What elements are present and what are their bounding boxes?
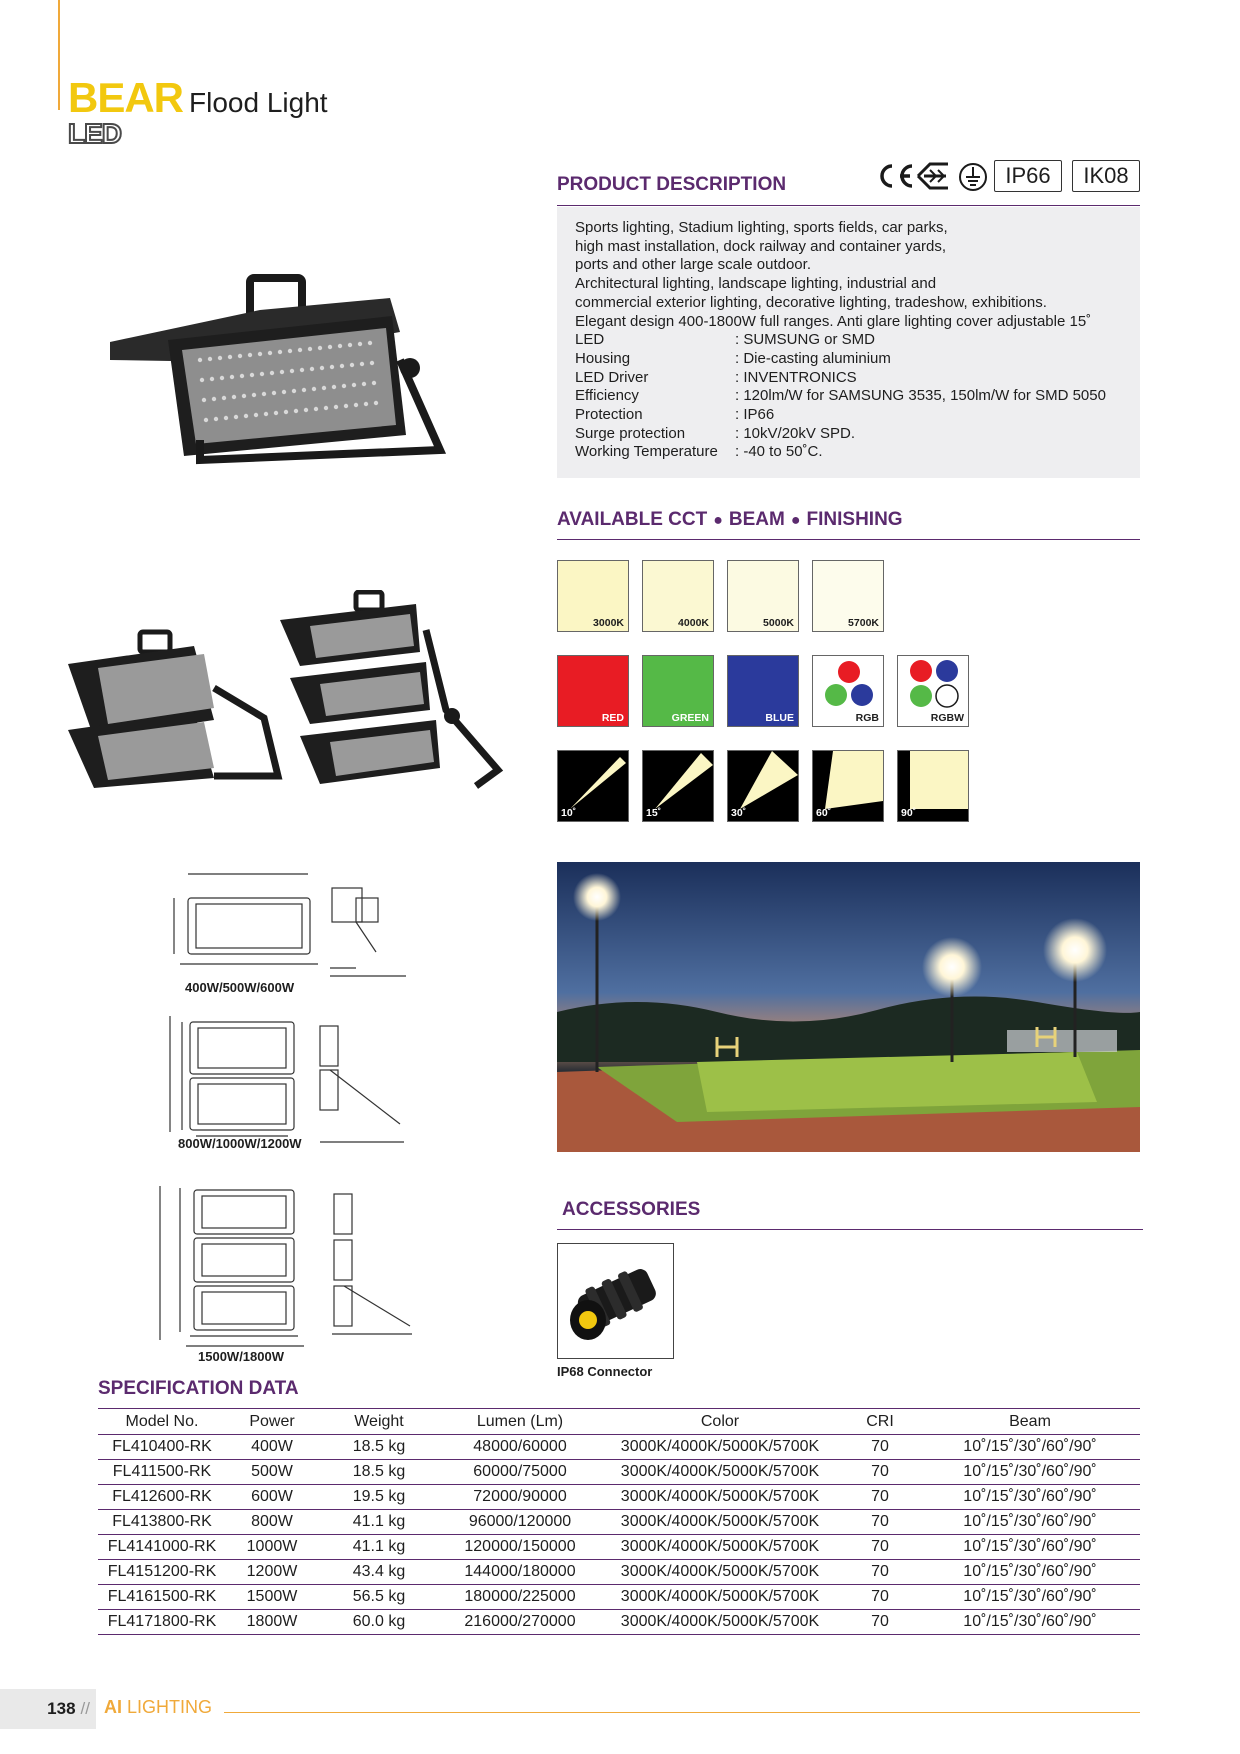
cell-beam: 10˚/15˚/30˚/60˚/90˚ [920, 1435, 1140, 1460]
cell-cri: 70 [840, 1510, 920, 1535]
spec-value: : INVENTRONICS [735, 368, 857, 386]
column-header: Weight [318, 1409, 440, 1435]
ip68-connector-image [558, 1244, 673, 1358]
floodlight-hero-image [100, 270, 460, 470]
color-swatch-rgb [812, 655, 884, 727]
column-header: Color [600, 1409, 840, 1435]
page-number [0, 1689, 96, 1729]
description-line: Elegant design 400-1800W full ranges. Anti glare lighting cover adjustable 15˚ [575, 312, 1092, 330]
ik-rating-badge: IK08 [1072, 160, 1140, 192]
column-header: Beam [920, 1409, 1140, 1435]
swatch-label: BLUE [765, 712, 794, 724]
cell-model: FL4141000-RK [98, 1535, 226, 1560]
floodlight-double-image [64, 628, 284, 788]
swatch-label: RGB [855, 712, 879, 724]
header-accent-line [58, 0, 60, 110]
product-name: Flood Light [189, 87, 328, 118]
cell-lumen: 216000/270000 [440, 1610, 600, 1635]
accessories-rule [557, 1229, 1143, 1230]
cell-weight: 41.1 kg [318, 1510, 440, 1535]
cell-color: 3000K/4000K/5000K/5700K [600, 1485, 840, 1510]
description-line: commercial exterior lighting, decorative lighting, tradeshow, exhibitions. [575, 293, 1047, 311]
led-badge: LED [68, 118, 121, 149]
cell-lumen: 72000/90000 [440, 1485, 600, 1510]
footer-brand-lighting: LIGHTING [127, 1697, 213, 1717]
spec-key: Housing [575, 349, 631, 367]
dimension-drawing-1 [160, 868, 440, 986]
cell-model: FL410400-RK [98, 1435, 226, 1460]
rgbw-dots-icon [904, 658, 964, 710]
cell-cri: 70 [840, 1485, 920, 1510]
color-swatch-red [557, 655, 629, 727]
description-line: Sports lighting, Stadium lighting, sports fields, car parks, [575, 219, 948, 236]
cell-beam: 10˚/15˚/30˚/60˚/90˚ [920, 1560, 1140, 1585]
table-row [98, 1485, 1140, 1510]
cell-weight: 41.1 kg [318, 1535, 440, 1560]
spec-key: LED Driver [575, 368, 649, 386]
options-title-cct: AVAILABLE CCT [557, 509, 708, 530]
cell-lumen: 180000/225000 [440, 1585, 600, 1610]
cell-model: FL411500-RK [98, 1460, 226, 1485]
cell-lumen: 60000/75000 [440, 1460, 600, 1485]
cell-color: 3000K/4000K/5000K/5700K [600, 1435, 840, 1460]
ce-mark-icon [874, 162, 916, 190]
cell-beam: 10˚/15˚/30˚/60˚/90˚ [920, 1485, 1140, 1510]
cell-color: 3000K/4000K/5000K/5700K [600, 1535, 840, 1560]
options-title-finishing: FINISHING [806, 509, 903, 530]
spec-value: : 10kV/20kV SPD. [735, 424, 856, 442]
cell-model: FL4151200-RK [98, 1560, 226, 1585]
dim-label-1500-1800: 1500W/1800W [198, 1349, 284, 1364]
dimension-drawing-2 [160, 1006, 420, 1146]
dim-label-400-600: 400W/500W/600W [185, 980, 295, 995]
cell-weight: 18.5 kg [318, 1435, 440, 1460]
footer-brand-ai: AI [104, 1697, 122, 1717]
cell-beam: 10˚/15˚/30˚/60˚/90˚ [920, 1610, 1140, 1635]
spec-row-housing [575, 350, 1122, 369]
swatch-label: 5700K [848, 617, 879, 629]
page-number-separator: // [80, 1699, 90, 1718]
cell-lumen: 96000/120000 [440, 1510, 600, 1535]
color-swatch-blue [727, 655, 799, 727]
column-header: Model No. [98, 1409, 226, 1435]
spec-key: Protection [575, 406, 643, 424]
brand-name: BEAR [68, 74, 184, 121]
swatch-label: 3000K [593, 617, 624, 629]
cell-beam: 10˚/15˚/30˚/60˚/90˚ [920, 1510, 1140, 1535]
cell-lumen: 144000/180000 [440, 1560, 600, 1585]
cell-color: 3000K/4000K/5000K/5700K [600, 1460, 840, 1485]
swatch-label: GREEN [671, 712, 709, 724]
spec-row-surge [575, 425, 1122, 444]
spec-row-led [575, 331, 1122, 350]
beam-label: 60˚ [816, 807, 832, 819]
specification-title: SPECIFICATION DATA [98, 1378, 299, 1399]
product-description-box [557, 207, 1140, 478]
cell-model: FL4171800-RK [98, 1610, 226, 1635]
cct-swatch-5700k [812, 560, 884, 632]
spec-row-temperature [575, 443, 1122, 462]
cell-power: 1800W [226, 1610, 318, 1635]
cell-power: 800W [226, 1510, 318, 1535]
spec-key: Working Temperature [575, 443, 718, 461]
title-separator: ● [713, 512, 723, 529]
table-row [98, 1560, 1140, 1585]
accessory-image-box [557, 1243, 674, 1359]
table-row [98, 1585, 1140, 1610]
page-number-value: 138 [47, 1699, 76, 1718]
table-row [98, 1610, 1140, 1635]
eac-mark-icon [914, 162, 952, 190]
footer-brand [104, 1697, 212, 1718]
beam-swatch-15 [642, 750, 714, 822]
options-title-beam: BEAM [728, 509, 785, 530]
product-description-rule [557, 205, 1140, 206]
column-header: Lumen (Lm) [440, 1409, 600, 1435]
column-header: Power [226, 1409, 318, 1435]
beam-swatch-90 [897, 750, 969, 822]
accessory-caption: IP68 Connector [557, 1364, 653, 1379]
cell-weight: 60.0 kg [318, 1610, 440, 1635]
brand-title [68, 74, 328, 122]
cell-power: 500W [226, 1460, 318, 1485]
cell-cri: 70 [840, 1610, 920, 1635]
cell-weight: 43.4 kg [318, 1560, 440, 1585]
cell-power: 400W [226, 1435, 318, 1460]
swatch-label: RGBW [930, 712, 964, 724]
cell-beam: 10˚/15˚/30˚/60˚/90˚ [920, 1535, 1140, 1560]
ip-rating-badge: IP66 [994, 160, 1062, 192]
cell-beam: 10˚/15˚/30˚/60˚/90˚ [920, 1460, 1140, 1485]
cct-swatch-3000k [557, 560, 629, 632]
cell-lumen: 120000/150000 [440, 1535, 600, 1560]
title-separator: ● [790, 512, 801, 529]
cell-model: FL4161500-RK [98, 1585, 226, 1610]
cell-model: FL412600-RK [98, 1485, 226, 1510]
beam-label: 90˚ [901, 807, 917, 819]
cell-model: FL413800-RK [98, 1510, 226, 1535]
cell-cri: 70 [840, 1585, 920, 1610]
cct-swatch-4000k [642, 560, 714, 632]
table-row [98, 1535, 1140, 1560]
spec-key: Surge protection [575, 424, 686, 442]
cell-weight: 56.5 kg [318, 1585, 440, 1610]
dimension-drawing-3 [150, 1176, 430, 1356]
product-description-title: PRODUCT DESCRIPTION [557, 174, 787, 195]
cell-weight: 19.5 kg [318, 1485, 440, 1510]
cell-cri: 70 [840, 1535, 920, 1560]
column-header: CRI [840, 1409, 920, 1435]
spec-value: : 120lm/W for SAMSUNG 3535, 150lm/W for SMD 5050 [735, 387, 1106, 405]
swatch-label: 5000K [763, 617, 794, 629]
cell-color: 3000K/4000K/5000K/5700K [600, 1560, 840, 1585]
cell-color: 3000K/4000K/5000K/5700K [600, 1510, 840, 1535]
cell-power: 1500W [226, 1585, 318, 1610]
beam-swatch-10 [557, 750, 629, 822]
cell-lumen: 48000/60000 [440, 1435, 600, 1460]
spec-value: : IP66 [735, 406, 775, 424]
dim-label-800-1200: 800W/1000W/1200W [178, 1136, 302, 1151]
beam-swatch-60 [812, 750, 884, 822]
cell-color: 3000K/4000K/5000K/5700K [600, 1585, 840, 1610]
spec-value: : -40 to 50˚C. [735, 443, 823, 461]
cell-beam: 10˚/15˚/30˚/60˚/90˚ [920, 1585, 1140, 1610]
floodlight-triple-image [276, 590, 506, 796]
cell-cri: 70 [840, 1560, 920, 1585]
spec-key: LED [575, 331, 605, 349]
spec-row-efficiency [575, 387, 1122, 406]
options-rule [557, 539, 1140, 540]
color-swatch-rgbw [897, 655, 969, 727]
spec-key: Efficiency [575, 387, 639, 405]
cell-cri: 70 [840, 1435, 920, 1460]
cell-cri: 70 [840, 1460, 920, 1485]
description-line: high mast installation, dock railway and container yards, [575, 237, 947, 255]
spec-value: : SUMSUNG or SMD [735, 331, 876, 349]
stadium-photo [557, 862, 1140, 1152]
cell-weight: 18.5 kg [318, 1460, 440, 1485]
beam-label: 15˚ [646, 807, 662, 819]
swatch-label: 4000K [678, 617, 709, 629]
swatch-label: RED [601, 712, 624, 724]
cell-color: 3000K/4000K/5000K/5700K [600, 1610, 840, 1635]
cell-power: 1000W [226, 1535, 318, 1560]
table-row [98, 1460, 1140, 1485]
accessories-title: ACCESSORIES [562, 1199, 701, 1220]
spec-row-driver [575, 369, 1122, 388]
spec-value: : Die-casting aluminium [735, 349, 891, 367]
ground-symbol-icon [958, 162, 988, 192]
spec-row-protection [575, 406, 1122, 425]
options-title [557, 509, 903, 531]
cct-swatch-5000k [727, 560, 799, 632]
color-swatch-green [642, 655, 714, 727]
table-row [98, 1435, 1140, 1460]
beam-label: 10˚ [561, 807, 577, 819]
description-line: Architectural lighting, landscape lighting, industrial and [575, 275, 937, 293]
rgb-dots-icon [819, 660, 879, 710]
specification-table [98, 1408, 1140, 1635]
beam-label: 30˚ [731, 807, 747, 819]
table-header-row [98, 1409, 1140, 1435]
description-line: ports and other large scale outdoor. [575, 256, 811, 274]
beam-swatch-30 [727, 750, 799, 822]
table-row [98, 1510, 1140, 1535]
cell-power: 1200W [226, 1560, 318, 1585]
footer-rule [224, 1712, 1140, 1713]
cell-power: 600W [226, 1485, 318, 1510]
